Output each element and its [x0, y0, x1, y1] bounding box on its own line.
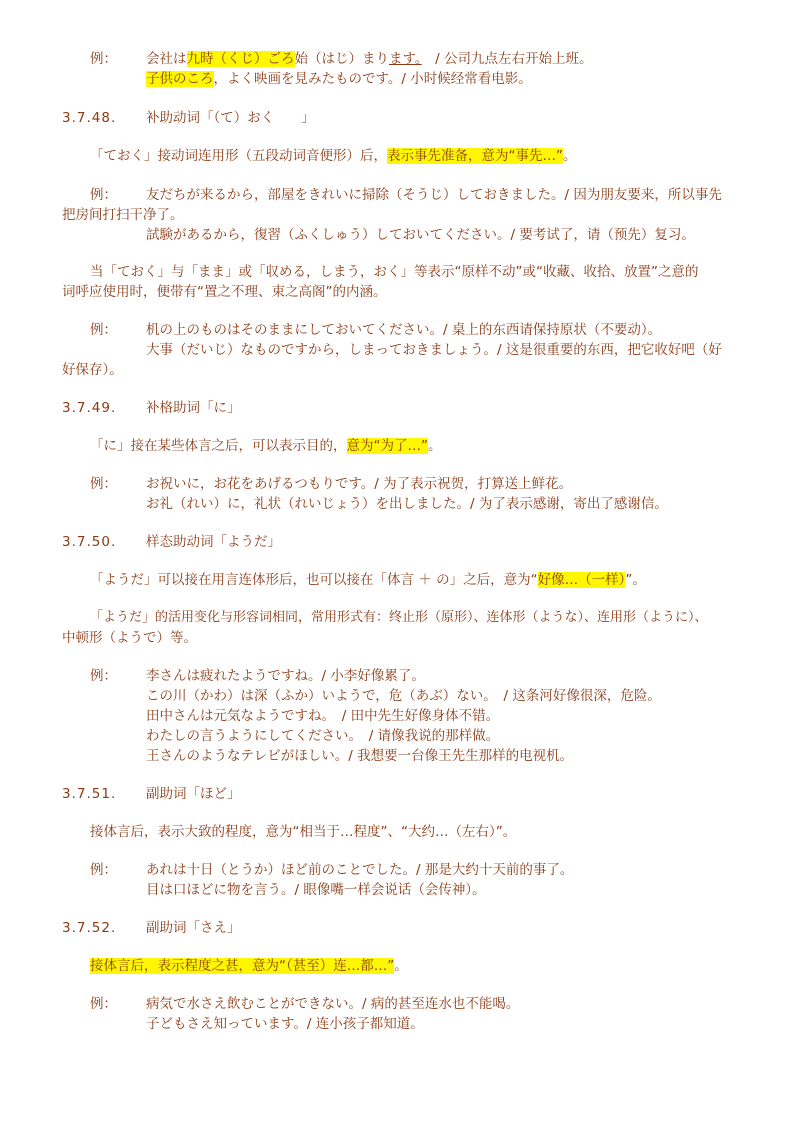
section-number: 3.7.48.: [62, 110, 117, 126]
example-label: 例：: [90, 187, 117, 203]
example-sentence: 会社は九時（くじ）ごろ始（はじ）まります。 / 公司九点左右开始上班。: [146, 51, 593, 67]
example-sentence: 目は口ほどに物を言う。/ 眼像嘴一样会说话（会传神）。: [146, 882, 486, 898]
example-label: 例：: [90, 322, 117, 338]
example-sentence: お祝いに，お花をあげるつもりです。/ 为了表示祝贺，打算送上鲜花。: [146, 476, 573, 492]
example-label: 例：: [90, 668, 117, 684]
example-sentence: 田中さんは元気なようですね。 / 田中先生好像身体不错。: [146, 708, 500, 724]
example-sentence: 友だちが来るから，部屋をきれいに掃除（そうじ）しておきました。/ 因为朋友要来，所以事先: [146, 187, 722, 203]
highlight: 九時（くじ）ごろ: [186, 51, 295, 67]
example-label: 例：: [90, 51, 117, 67]
example-sentence: わたしの言うようにしてください。 / 请像我说的那样做。: [146, 728, 500, 744]
highlight: 表示事先准备，意为“事先…”: [387, 148, 563, 164]
highlight: 意为“为了…”: [346, 438, 428, 454]
highlight: 好像…（一样）: [537, 572, 626, 588]
example-label: 例：: [90, 862, 117, 878]
example-sentence: 好保存）。: [62, 362, 123, 378]
section-heading: 补格助词「に」: [146, 400, 241, 416]
highlight: 子供のころ: [146, 71, 214, 87]
example-sentence: 大事（だいじ）なものですから，しまっておきましょう。/ 这是很重要的东西，把它收好吧（好: [146, 342, 722, 358]
section-number: 3.7.50.: [62, 534, 117, 550]
example-sentence: 試験があるから，復習（ふくしゅう）しておいてください。/ 要考试了，请（预先）复习。: [146, 227, 695, 243]
example-sentence: 李さんは疲れたようですね。/ 小李好像累了。: [146, 668, 425, 684]
example-sentence: この川（かわ）は深（ふか）いようで，危（あぶ）ない。 / 这条河好像很深，危险。: [146, 688, 661, 704]
example-label: 例：: [90, 476, 117, 492]
example-sentence: 子供のころ，よく映画を見みたものです。/ 小时候经常看电影。: [146, 71, 532, 87]
paragraph: 「に」接在某些体言之后，可以表示目的，意为“为了…”。: [90, 438, 442, 454]
example-sentence: 把房间打扫干净了。: [62, 207, 184, 223]
example-sentence: お礼（れい）に，礼状（れいじょう）を出しました。/ 为了表示感谢，寄出了感谢信。: [146, 496, 668, 512]
section-heading: 样态助动词「ようだ」: [146, 534, 281, 550]
paragraph: 「ようだ」的活用变化与形容词相同，常用形式有：终止形（原形）、连体形（ような）、连用形（ように）、: [90, 610, 708, 625]
paragraph: 接体言后，表示大致的程度，意为“相当于…程度”、“大约…（左右）”。: [90, 824, 517, 840]
example-sentence: 机の上のものはそのままにしておいてください。/ 桌上的东西请保持原状（不要动）。: [146, 322, 662, 338]
paragraph: 中顿形（ようで）等。: [62, 630, 197, 646]
paragraph: 接体言后，表示程度之甚，意为“（甚至）连…都…”。: [90, 958, 408, 974]
section-heading: 补助动词「（て）おく 」: [146, 110, 315, 126]
section-number: 3.7.49.: [62, 400, 117, 416]
example-sentence: 子どもさえ知っています。/ 连小孩子都知道。: [146, 1016, 424, 1032]
section-heading: 副助词「ほど」: [146, 786, 241, 802]
highlight: 接体言后，表示程度之甚，意为“（甚至）连…都…”: [90, 958, 395, 974]
example-label: 例：: [90, 996, 117, 1012]
paragraph: 词呼应使用时，便带有“置之不理、束之高阁”的内涵。: [62, 284, 387, 300]
example-sentence: あれは十日（とうか）ほど前のことでした。/ 那是大约十天前的事了。: [146, 862, 574, 878]
section-number: 3.7.51.: [62, 786, 117, 802]
paragraph: 「ようだ」可以接在用言连体形后，也可以接在「体言 ＋ の」之后，意为“好像…（一样）”。: [90, 572, 646, 588]
example-sentence: 病気で水さえ飲むことができない。/ 病的甚至连水也不能喝。: [146, 996, 520, 1012]
section-number: 3.7.52.: [62, 920, 117, 936]
paragraph: 当「ておく」与「まま」或「収める，しまう，おく」等表示“原样不动”或“收藏、收拾、放置”之意的: [90, 264, 699, 280]
paragraph: 「ておく」接动词连用形（五段动词音便形）后，表示事先准备，意为“事先…”。: [90, 148, 577, 164]
section-heading: 副助词「さえ」: [146, 920, 241, 936]
example-sentence: 王さんのようなテレビがほしい。/ 我想要一台像王先生那样的电视机。: [146, 748, 574, 764]
